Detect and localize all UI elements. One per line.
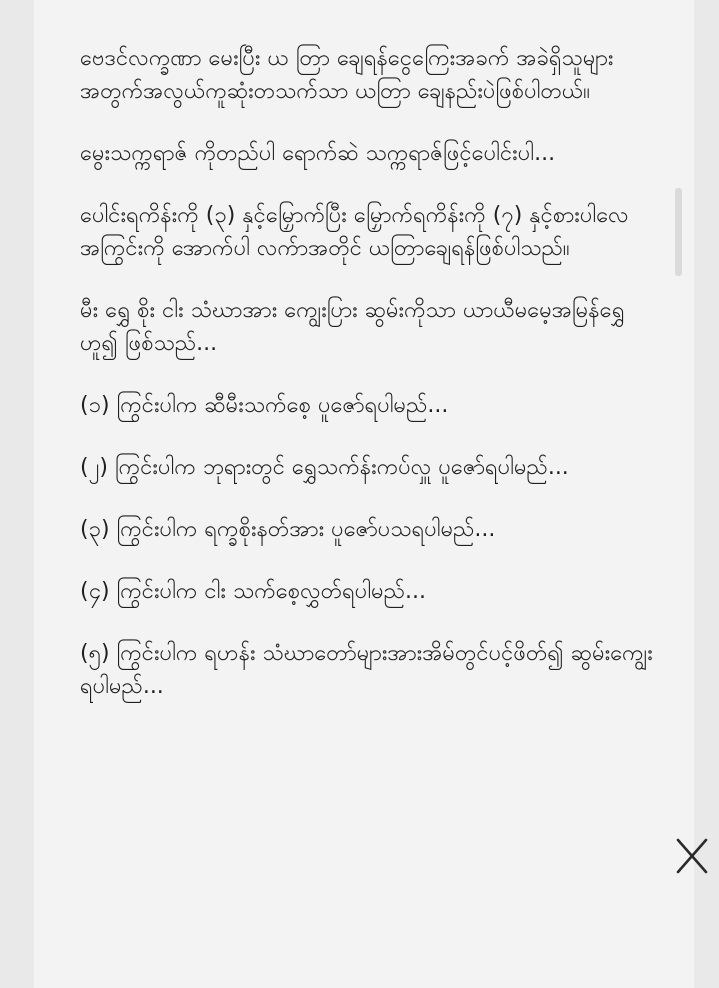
paragraph-birth-year: မွေးသက္ကရာဇ် ကိုတည်ပါ ရောက်ဆဲ သက္ကရာဇ်ဖြင့်ပေါင်းပါ... bbox=[80, 141, 556, 166]
paragraph-intro: ဗေဒင်လက္ခဏာ မေးပြီး ယ တြာ ချေရန်ငွေကြေးအခက် အခဲရှိသူများအတွက်အလွယ်ကူဆုံးတသက်သာ ယတြာ ချေနည်းပဲဖြစ်ပါတယ်။ bbox=[80, 46, 614, 104]
list-item-1: (၁) ကြွင်းပါက ဆီမီးသက်စေ့ ပူဇော်ရပါမည်... bbox=[80, 393, 449, 418]
article-body bbox=[80, 42, 665, 732]
paragraph-verse: မီး ရွှေ စိုး ငါး သံဃာအား ကျွေးပြား ဆွမ်းကိုသာ ယာယီမမေ့အမြန်ရွှေ ဟူ၍ ဖြစ်သည်... bbox=[80, 298, 625, 356]
list-item-5: (၅) ကြွင်းပါက ရဟန်း သံဃာတော်များအားအိမ်တွင်ပင့်ဖိတ်၍ ဆွမ်းကျွေးရပါမည်... bbox=[80, 641, 653, 699]
scrollbar-thumb[interactable] bbox=[675, 188, 682, 276]
close-icon bbox=[675, 836, 709, 876]
paragraph-calculation: ပေါင်းရကိန်းကို (၃) နှင့်မြှောက်ပြီး မြှောက်ရကိန်းကို (၇) နှင့်စားပါလေအကြွင်းကို အောက်ပါ လက်ာအတိုင် ယတြာချေရန်ဖြစ်ပါသည်။ bbox=[80, 203, 629, 261]
close-button[interactable] bbox=[675, 836, 709, 876]
list-item-3: (၃) ကြွင်းပါက ရက္ခစိုးနတ်အား ပူဇော်ပသရပါမည်... bbox=[80, 517, 496, 542]
list-item-4: (၄) ကြွင်းပါက ငါး သက်စေ့လွှတ်ရပါမည်... bbox=[80, 579, 426, 604]
list-item-2: (၂) ကြွင်းပါက ဘုရားတွင် ရွှေသက်န်းကပ်လှူ ပူဇော်ရပါမည်... bbox=[80, 455, 569, 480]
